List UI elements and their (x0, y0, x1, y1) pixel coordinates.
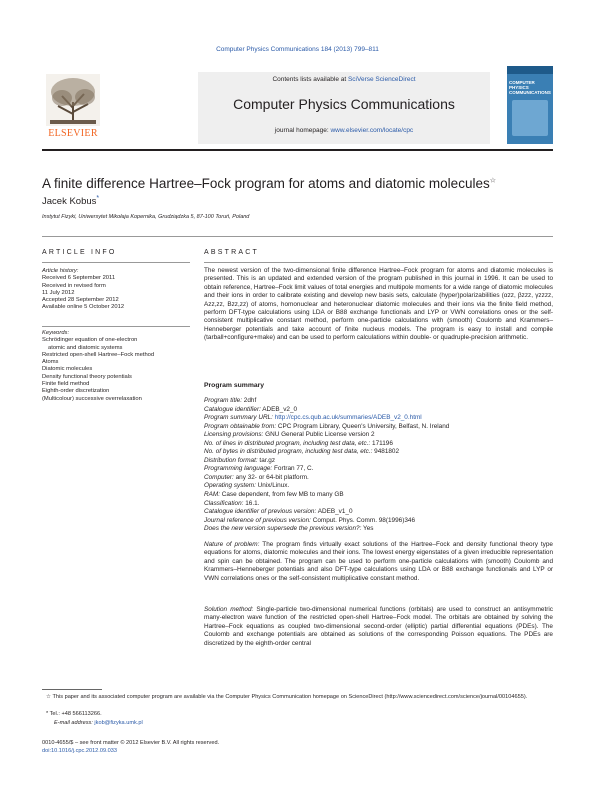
keywords (42, 330, 194, 403)
issn-line: 0010-4655/$ – see front matter © 2012 Elsevier B.V. All rights reserved. (42, 740, 220, 746)
history-item: Received 6 September 2011 (42, 275, 116, 282)
section-rule (42, 236, 553, 237)
article-info-heading: ARTICLE INFO (42, 249, 117, 256)
summary-item: Programming language: Fortran 77, C. (204, 465, 314, 473)
nature-of-problem: Nature of problem: The program finds virtually exact solutions of the Hartree–Fock and density functional theory type equations for atoms, diatomic molecules and their ions. The lowest energy eigenstates of a given irreducible representation and spin can be obtained. The program can be used to perform one-particle calculations with (smooth) Coulomb and Krammers–Henneberger potentials and also DFT-type calculations using LDA or B88 exchange functionals and LYP or VWN correlations ones or the self-consistent multiplicative constant method. (204, 541, 553, 582)
footnote-star-mark: ☆ (46, 694, 52, 700)
keyword-item: Diatomic molecules (42, 366, 93, 373)
footnote-email (54, 720, 143, 727)
summary-item: Distribution format: tar.gz (204, 456, 276, 464)
homepage-line (198, 127, 490, 134)
author-name: Jacek Kobus (42, 196, 97, 208)
history-item: Accepted 28 September 2012 (42, 297, 119, 304)
cover-artwork (512, 100, 548, 136)
title-footnote-mark[interactable]: ☆ (489, 177, 496, 185)
publisher-name: ELSEVIER (48, 128, 98, 139)
cover-title: COMPUTER PHYSICS COMMUNICATIONS (509, 80, 551, 95)
footnote-tel-text: Tel.: +48 566113266. (49, 711, 102, 717)
journal-title: Computer Physics Communications (233, 96, 455, 112)
abstract-rule (204, 262, 553, 263)
cover-band (507, 66, 553, 74)
abstract-text: The newest version of the two-dimensional finite difference Hartree–Fock program for atoms and diatomic molecules is presented. This is an updated and extended version of the program published in this journal in 1996. It can be used to obtain reference, Hartree–Fock limit values of total energies and multipole moments for a wide range of diatomic molecules and their ions in order to calibrate existing and develop new basis sets, calculate (hyper)polarizabilities (αzz, βzzz, γzzzz, Azz,zz, Bzz,zz) of atoms, homonuclear and heteronuclear diatomic molecules and their ions via the finite field method, perform DFT-type calculations using LDA or B88 exchange functionals and LYP or VWN correlations ones or the self-consistent multiplicative constant method, perform one-particle calculations with (smooth) Coulomb and Krammers–Henneberger potentials and take account of finite nucleus models. The program is easy to install and compile (tarball+configure+make) and can be used to perform calculations within double- or quadruple-precision arithmetic. (204, 267, 553, 342)
keyword-item: Finite field method (42, 381, 90, 388)
summary-item: Catalogue identifier of previous version: ADEB_v1_0 (204, 508, 353, 516)
keyword-item: Schrödinger equation of one-electron (42, 337, 138, 344)
keywords-label: Keywords: (42, 330, 70, 336)
article-history (42, 268, 192, 312)
sciencedirect-link[interactable]: SciVerse ScienceDirect (347, 76, 416, 83)
doi-link[interactable]: doi:10.1016/j.cpc.2012.09.033 (42, 748, 117, 754)
footnote-star (42, 694, 553, 701)
keywords-rule (42, 326, 190, 327)
contents-line (198, 76, 490, 83)
contents-prefix: Contents lists available at (272, 76, 348, 83)
article-info-rule (42, 262, 190, 263)
summary-item: Classification: 16.1. (204, 499, 260, 507)
header-rule (42, 149, 553, 151)
summary-item: Does the new version supersede the previous version?: Yes (204, 525, 374, 533)
email-label: E-mail address: (54, 720, 93, 726)
summary-item: Computer: any 32- or 64-bit platform. (204, 473, 309, 481)
journal-reference[interactable]: Computer Physics Communications 184 (2013) 799–811 (216, 46, 379, 53)
keyword-item: Eighth-order discretization (42, 388, 110, 395)
history-item: 11 July 2012 (42, 289, 75, 296)
summary-item: Program obtainable from: CPC Program Library, Queen's University, Belfast, N. Ireland (204, 422, 450, 430)
email-link[interactable]: jkob@fizyka.umk.pl (94, 720, 143, 726)
article-title (42, 176, 562, 191)
footnote-tel (42, 711, 553, 718)
abstract-heading: ABSTRACT (204, 249, 259, 256)
program-summary-url[interactable]: http://cpc.cs.qub.ac.uk/summaries/ADEB_v2_0.html (272, 414, 422, 422)
solution-method: Solution method: Single-particle two-dimensional numerical functions (orbitals) are used to construct an antisymmetric many-electron wave function of the restricted open-shell Hartree–Fock model. The orbitals are obtained by solving the Hartree–Fock equations as coupled two-dimensional second-order (elliptic) partial differential equations (PDEs). The Coulomb and exchange potentials are obtained as solutions of the corresponding Poisson equations. The PDEs are discretized by the eighth-order central (204, 606, 553, 647)
summary-item: Program title: 2dhf (204, 397, 257, 404)
author (42, 195, 99, 207)
summary-item: Program summary URL: http://cpc.cs.qub.ac.uk/summaries/ADEB_v2_0.html (204, 414, 422, 422)
keyword-item: atomic and diatomic systems (48, 344, 123, 351)
program-summary-list (204, 397, 553, 534)
history-item: Received in revised form (42, 282, 106, 289)
summary-item: Journal reference of previous version: Comput. Phys. Comm. 98(1996)346 (204, 516, 415, 524)
author-footnote-mark[interactable]: * (96, 195, 100, 202)
footnote-rule (42, 689, 102, 690)
affiliation: Instytut Fizyki, Uniwersytet Mikołaja Kopernika, Grudziądzka 5, 87-100 Toruń, Poland (42, 214, 250, 220)
keyword-item: Density functional theory potentials (42, 373, 132, 380)
history-item: Available online 5 October 2012 (42, 304, 125, 311)
footnote-tel-mark: * (46, 711, 49, 717)
program-summary-heading: Program summary (204, 382, 265, 389)
summary-item: No. of lines in distributed program, including test data, etc.: 171196 (204, 439, 393, 447)
keyword-item: Atoms (42, 359, 59, 366)
footnote-star-text: This paper and its associated computer program are available via the Computer Physics Communication homepage on ScienceDirect (http://www.sciencedirect.com/science/journal/00104655). (52, 694, 528, 700)
homepage-link[interactable]: www.elsevier.com/locate/cpc (330, 127, 414, 134)
summary-item: Catalogue identifier: ADEB_v2_0 (204, 405, 298, 413)
summary-item: Operating system: Unix/Linux. (204, 482, 290, 490)
keyword-item: Restricted open-shell Hartree–Fock method (42, 351, 155, 358)
homepage-prefix: journal homepage: (274, 127, 331, 134)
keyword-item: (Multicolour) successive overrelaxation (42, 395, 142, 402)
summary-item: No. of bytes in distributed program, including test data, etc.: 9481802 (204, 448, 400, 456)
history-label: Article history: (42, 268, 79, 274)
article-title-text: A finite difference Hartree–Fock program for atoms and diatomic molecules (42, 176, 490, 191)
summary-item: RAM: Case dependent, from few MB to many GB (204, 491, 344, 499)
summary-item: Licensing provisions: GNU General Public License version 2 (204, 431, 375, 439)
